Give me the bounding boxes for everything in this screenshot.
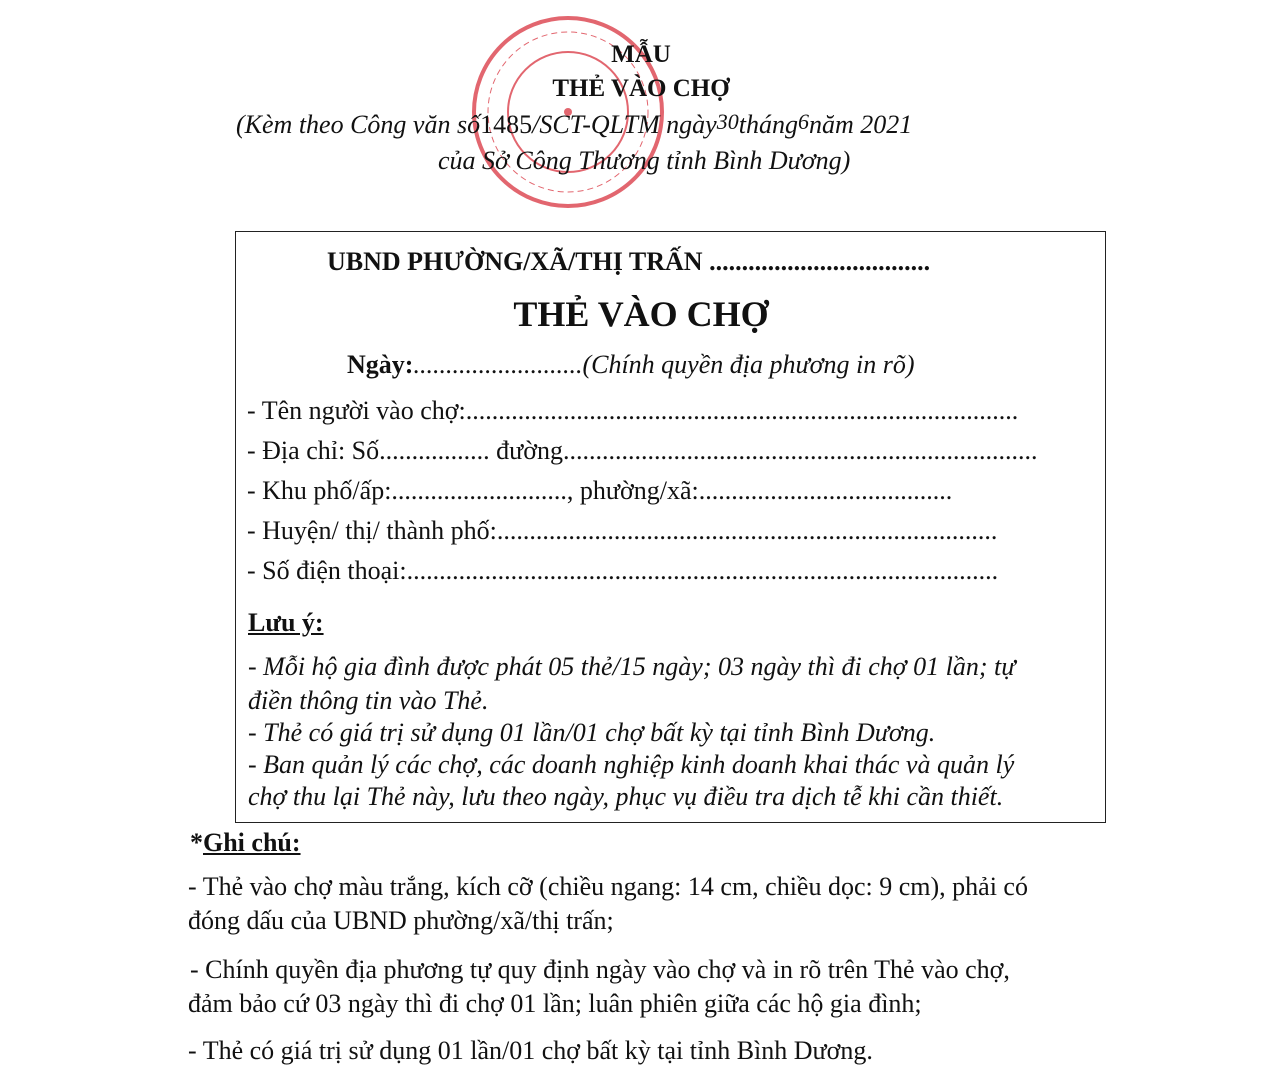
note-line: - Ban quản lý các chợ, các doanh nghiệp kinh doanh khai thác và quản lý xyxy=(248,750,1015,779)
ref-text: /SCT-QLTM ngày xyxy=(532,110,717,139)
card-title: THẺ VÀO CHỢ xyxy=(513,294,769,334)
date-value: ..........................(Chính quyền địa phương in rõ) xyxy=(413,350,915,379)
date-label: Ngày: xyxy=(347,350,414,379)
note-line: chợ thu lại Thẻ này, lưu theo ngày, phục vụ điều tra dịch tễ khi cần thiết. xyxy=(248,782,1004,811)
ref-text: tháng xyxy=(738,110,798,139)
doc-number: 1485 xyxy=(480,110,533,139)
name-field: - Tên người vào chợ:..................................................................................... xyxy=(247,396,1019,425)
form-label: MẪU xyxy=(611,41,671,68)
note-heading: Lưu ý: xyxy=(248,608,324,637)
footnote-line: - Thẻ có giá trị sử dụng 01 lần/01 chợ bất kỳ tại tỉnh Bình Dương. xyxy=(188,1036,873,1065)
footnote-line: - Thẻ vào chợ màu trắng, kích cỡ (chiều ngang: 14 cm, chiều dọc: 9 cm), phải có xyxy=(188,872,1028,901)
note-line: điền thông tin vào Thẻ. xyxy=(248,686,489,715)
asterisk: * xyxy=(190,828,203,857)
note-line: - Mỗi hộ gia đình được phát 05 thẻ/15 ngày; 03 ngày thì đi chợ 01 lần; tự xyxy=(248,652,1016,681)
ref-text: (Kèm theo Công văn số xyxy=(236,110,481,139)
form-title: THẺ VÀO CHỢ xyxy=(552,75,730,102)
ref-year: năm 2021 xyxy=(808,110,913,139)
footnote-title: Ghi chú: xyxy=(203,828,301,857)
footnote-line: đảm bảo cứ 03 ngày thì đi chợ 01 lần; luân phiên giữa các hộ gia đình; xyxy=(188,989,922,1018)
neighborhood-field: - Khu phố/ấp:..........................., phường/xã:....................................... xyxy=(247,476,953,505)
address-field: - Địa chỉ: Số................. đường......................................................................... xyxy=(247,436,1038,465)
ref-month: 6 xyxy=(797,109,809,134)
phone-field: - Số điện thoại:........................................................................................... xyxy=(247,556,999,585)
reference-line-2: của Sở Công Thương tỉnh Bình Dương) xyxy=(438,146,851,175)
district-field: - Huyện/ thị/ thành phố:............................................................................. xyxy=(247,516,998,545)
ref-day: 30 xyxy=(716,109,739,134)
footnote-line: đóng dấu của UBND phường/xã/thị trấn; xyxy=(188,906,614,935)
note-line: - Thẻ có giá trị sử dụng 01 lần/01 chợ bất kỳ tại tỉnh Bình Dương. xyxy=(248,718,936,747)
card-authority: UBND PHƯỜNG/XÃ/THỊ TRẤN .................................. xyxy=(327,247,931,276)
footnote-line: - Chính quyền địa phương tự quy định ngày vào chợ và in rõ trên Thẻ vào chợ, xyxy=(190,955,1010,984)
